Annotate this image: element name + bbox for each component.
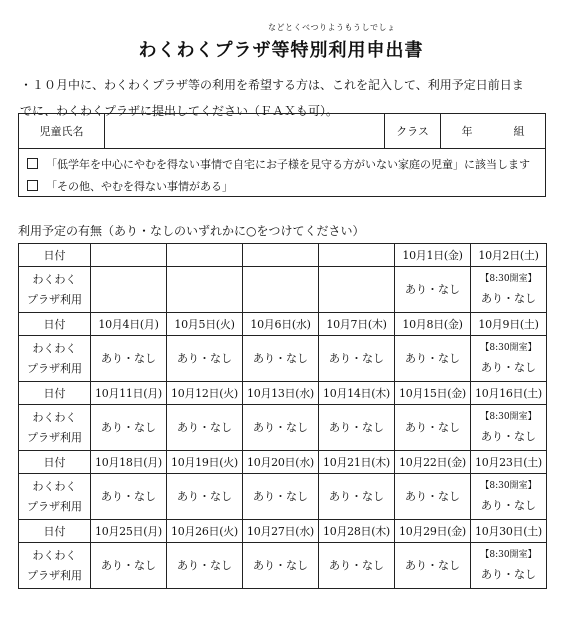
usage-label-line-2: プラザ利用 (27, 499, 82, 513)
date-cell: 10月8日(金) (395, 313, 471, 336)
usage-label (19, 267, 91, 313)
usage-row (19, 267, 547, 313)
usage-cell[interactable] (243, 543, 319, 589)
usage-cell[interactable] (319, 336, 395, 382)
date-label: 日付 (19, 451, 91, 474)
usage-label (19, 336, 91, 382)
date-cell: 10月11日(月) (91, 382, 167, 405)
usage-label-line-1: わくわく (32, 548, 77, 562)
yes-no-choice[interactable]: あり・なし (481, 498, 536, 512)
date-cell: 10月21日(木) (319, 451, 395, 474)
condition-item-1[interactable] (27, 156, 530, 172)
grade-class-field[interactable] (441, 114, 545, 148)
usage-label-line-2: プラザ利用 (27, 292, 82, 306)
usage-label-line-1: わくわく (32, 479, 77, 493)
schedule-table (18, 243, 547, 589)
usage-row (19, 336, 547, 382)
date-cell: 10月20日(水) (243, 451, 319, 474)
usage-cell[interactable] (91, 474, 167, 520)
date-cell: 10月27日(水) (243, 520, 319, 543)
usage-cell[interactable] (471, 267, 547, 313)
date-cell (91, 244, 167, 267)
condition-text-1: 「低学年を中心にやむを得ない事情で自宅にお子様を見守る方がいない家庭の児童」に該当します (46, 158, 530, 171)
yes-no-choice[interactable]: あり・なし (481, 429, 536, 443)
usage-label (19, 474, 91, 520)
yes-no-choice[interactable]: あり・なし (329, 489, 384, 503)
yes-no-choice[interactable]: あり・なし (101, 558, 156, 572)
usage-cell[interactable] (395, 405, 471, 451)
yes-no-choice[interactable]: あり・なし (481, 291, 536, 305)
usage-cell[interactable] (167, 474, 243, 520)
yes-no-choice[interactable]: あり・なし (405, 558, 460, 572)
yes-no-choice[interactable]: あり・なし (253, 420, 308, 434)
usage-label-line-2: プラザ利用 (27, 568, 82, 582)
open-time-badge: 【8:30開室】 (480, 342, 537, 353)
yes-no-choice[interactable]: あり・なし (329, 420, 384, 434)
date-label: 日付 (19, 520, 91, 543)
yes-no-choice[interactable]: あり・なし (101, 489, 156, 503)
date-cell: 10月23日(土) (471, 451, 547, 474)
date-row (19, 313, 547, 336)
usage-cell[interactable] (243, 405, 319, 451)
usage-label-line-1: わくわく (32, 410, 77, 424)
open-time-badge: 【8:30開室】 (480, 411, 537, 422)
usage-label (19, 405, 91, 451)
date-cell: 10月15日(金) (395, 382, 471, 405)
checkbox-icon[interactable] (27, 180, 38, 191)
yes-no-choice[interactable]: あり・なし (177, 351, 232, 365)
usage-cell (243, 267, 319, 313)
usage-cell[interactable] (471, 474, 547, 520)
open-time-badge: 【8:30開室】 (480, 549, 537, 560)
condition-item-2[interactable] (27, 178, 233, 194)
intro-line-1: ・１０月中に、わくわくプラザ等の利用を希望する方は、これを記入して、利用予定日前日ま (20, 78, 524, 92)
usage-cell (91, 267, 167, 313)
usage-cell[interactable] (319, 543, 395, 589)
yes-no-choice[interactable]: あり・なし (177, 489, 232, 503)
intro-line-2: でに、わくわくプラザに提出してください（ＦＡＸも可）。 (20, 104, 339, 118)
date-cell: 10月12日(火) (167, 382, 243, 405)
date-cell: 10月9日(土) (471, 313, 547, 336)
usage-cell[interactable] (319, 474, 395, 520)
date-cell: 10月1日(金) (395, 244, 471, 267)
date-cell: 10月28日(木) (319, 520, 395, 543)
date-row (19, 382, 547, 405)
date-cell (167, 244, 243, 267)
usage-cell[interactable] (471, 543, 547, 589)
class-unit: 組 (513, 125, 525, 138)
date-cell: 10月22日(金) (395, 451, 471, 474)
child-name-label: 児童氏名 (19, 114, 105, 148)
usage-cell[interactable] (167, 543, 243, 589)
usage-cell (319, 267, 395, 313)
yes-no-choice[interactable]: あり・なし (177, 420, 232, 434)
date-cell: 10月29日(金) (395, 520, 471, 543)
usage-label-line-1: わくわく (32, 272, 77, 286)
usage-cell[interactable] (395, 474, 471, 520)
usage-cell[interactable] (167, 336, 243, 382)
yes-no-choice[interactable]: あり・なし (101, 351, 156, 365)
schedule-heading: 利用予定の有無（あり・なしのいずれかに○をつけてください） (18, 224, 365, 238)
usage-row (19, 474, 547, 520)
date-cell: 10月6日(水) (243, 313, 319, 336)
date-cell: 10月19日(火) (167, 451, 243, 474)
yes-no-choice[interactable]: あり・なし (481, 360, 536, 374)
date-row (19, 451, 547, 474)
page-title: わくわくプラザ等特別利用申出書 (138, 40, 424, 61)
open-time-badge: 【8:30開室】 (480, 273, 537, 284)
usage-cell (167, 267, 243, 313)
usage-cell[interactable] (471, 336, 547, 382)
class-label: クラス (385, 114, 441, 148)
yes-no-choice[interactable]: あり・なし (329, 558, 384, 572)
date-cell: 10月2日(土) (471, 244, 547, 267)
date-cell: 10月7日(木) (319, 313, 395, 336)
child-name-field[interactable] (105, 114, 385, 148)
usage-row (19, 543, 547, 589)
date-cell: 10月25日(月) (91, 520, 167, 543)
usage-row (19, 405, 547, 451)
grade-unit: 年 (461, 125, 473, 138)
date-label: 日付 (19, 313, 91, 336)
usage-cell[interactable] (243, 474, 319, 520)
date-row (19, 520, 547, 543)
date-cell: 10月5日(火) (167, 313, 243, 336)
usage-cell[interactable] (167, 405, 243, 451)
usage-cell[interactable] (243, 336, 319, 382)
yes-no-choice[interactable]: あり・なし (329, 351, 384, 365)
date-cell (319, 244, 395, 267)
yes-no-choice[interactable]: あり・なし (253, 351, 308, 365)
usage-cell[interactable] (395, 543, 471, 589)
checkbox-icon[interactable] (27, 158, 38, 169)
usage-cell[interactable] (395, 336, 471, 382)
yes-no-choice[interactable]: あり・なし (405, 489, 460, 503)
condition-text-2: 「その他、やむを得ない事情がある」 (46, 180, 233, 193)
date-cell: 10月18日(月) (91, 451, 167, 474)
usage-cell[interactable] (91, 336, 167, 382)
child-info-row (19, 114, 545, 149)
date-cell (243, 244, 319, 267)
open-time-badge: 【8:30開室】 (480, 480, 537, 491)
yes-no-choice[interactable]: あり・なし (481, 567, 536, 581)
usage-label-line-2: プラザ利用 (27, 430, 82, 444)
yes-no-choice[interactable]: あり・なし (253, 558, 308, 572)
date-label: 日付 (19, 244, 91, 267)
usage-cell[interactable] (471, 405, 547, 451)
date-cell: 10月14日(木) (319, 382, 395, 405)
usage-label-line-1: わくわく (32, 341, 77, 355)
title-ruby: などとくべつりようもうしでしょ (268, 23, 396, 32)
yes-no-choice[interactable]: あり・なし (405, 282, 460, 296)
date-cell: 10月13日(水) (243, 382, 319, 405)
usage-label (19, 543, 91, 589)
date-label: 日付 (19, 382, 91, 405)
usage-cell[interactable] (319, 405, 395, 451)
yes-no-choice[interactable]: あり・なし (177, 558, 232, 572)
usage-cell[interactable] (91, 543, 167, 589)
date-cell: 10月4日(月) (91, 313, 167, 336)
child-info-box (18, 113, 546, 197)
date-row (19, 244, 547, 267)
usage-cell[interactable] (395, 267, 471, 313)
yes-no-choice[interactable]: あり・なし (405, 351, 460, 365)
date-cell: 10月30日(土) (471, 520, 547, 543)
yes-no-choice[interactable]: あり・なし (101, 420, 156, 434)
yes-no-choice[interactable]: あり・なし (253, 489, 308, 503)
date-cell: 10月16日(土) (471, 382, 547, 405)
date-cell: 10月26日(火) (167, 520, 243, 543)
usage-label-line-2: プラザ利用 (27, 361, 82, 375)
usage-cell[interactable] (91, 405, 167, 451)
yes-no-choice[interactable]: あり・なし (405, 420, 460, 434)
